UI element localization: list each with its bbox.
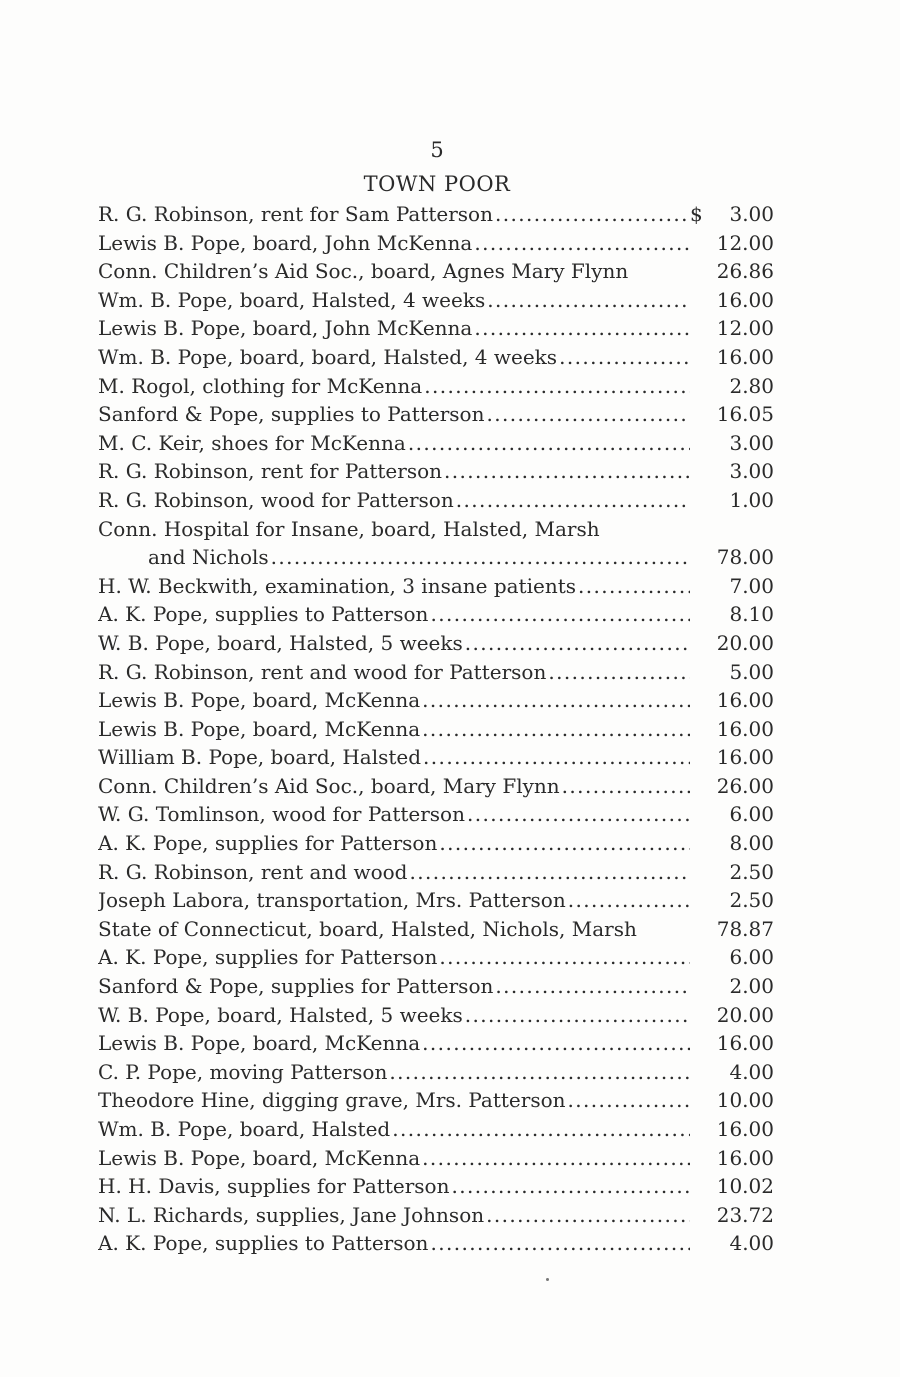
dot-leader xyxy=(428,1229,690,1258)
entry-amount: 16.00 xyxy=(716,688,774,713)
ledger-row xyxy=(98,1229,774,1258)
dot-leader xyxy=(387,1058,690,1087)
entry-description: Joseph Labora, transportation, Mrs. Patterson xyxy=(98,888,566,913)
ledger-row xyxy=(98,372,774,401)
dot-leader xyxy=(420,1029,690,1058)
entry-description: R. G. Robinson, wood for Patterson xyxy=(98,487,454,512)
ledger-row xyxy=(98,772,774,801)
entry-description: Sanford & Pope, supplies for Patterson xyxy=(98,974,494,999)
dot-leader xyxy=(420,715,690,744)
entry-description: Lewis B. Pope, board, McKenna xyxy=(98,1145,421,1170)
entry-amount: 3.00 xyxy=(729,459,774,484)
dot-leader xyxy=(420,1144,690,1173)
page-number: 5 xyxy=(430,138,444,162)
dot-leader xyxy=(269,543,690,572)
ledger-row xyxy=(98,515,774,544)
dot-leader xyxy=(442,457,690,486)
entry-description: Lewis B. Pope, board, McKenna xyxy=(98,716,421,741)
entry-description: A. K. Pope, supplies for Patterson xyxy=(98,831,438,856)
dot-leader xyxy=(422,372,690,401)
entry-description: A. K. Pope, supplies to Patterson xyxy=(98,602,429,627)
entry-amount: 2.00 xyxy=(729,974,774,999)
dot-leader xyxy=(390,1115,690,1144)
entry-description: H. W. Beckwith, examination, 3 insane patients xyxy=(98,573,577,598)
dot-leader xyxy=(484,400,690,429)
entry-amount: 7.00 xyxy=(729,573,774,598)
entry-amount: 1.00 xyxy=(729,487,774,512)
entry-description: N. L. Richards, supplies, Jane Johnson xyxy=(98,1202,485,1227)
dot-leader xyxy=(437,829,690,858)
ledger-row xyxy=(98,1172,774,1201)
entry-amount: 16.00 xyxy=(716,716,774,741)
dot-leader xyxy=(454,486,690,515)
ledger-row xyxy=(98,658,774,687)
ledger-row xyxy=(98,400,774,429)
entry-description: M. Rogol, clothing for McKenna xyxy=(98,373,423,398)
dot-leader xyxy=(472,229,690,258)
entry-amount: 12.00 xyxy=(716,316,774,341)
entry-description: W. B. Pope, board, Halsted, 5 weeks xyxy=(98,630,463,655)
entry-amount: 16.00 xyxy=(716,1145,774,1170)
ledger-row xyxy=(98,229,774,258)
ledger-row xyxy=(98,1115,774,1144)
dot-leader xyxy=(472,314,690,343)
ledger-row xyxy=(98,1086,774,1115)
dot-leader xyxy=(437,943,690,972)
entry-amount: 78.00 xyxy=(716,545,774,570)
section-title: TOWN POOR xyxy=(363,172,511,196)
entry-amount: 4.00 xyxy=(729,1231,774,1256)
entry-description: M. C. Keir, shoes for McKenna xyxy=(98,430,406,455)
entry-amount: 78.87 xyxy=(716,916,774,941)
entry-amount: 8.00 xyxy=(729,831,774,856)
entry-description: State of Connecticut, board, Halsted, Nichols, Marsh xyxy=(98,916,637,941)
ledger-row xyxy=(98,858,774,887)
entry-description: Conn. Children’s Aid Soc., board, Agnes Mary Flynn xyxy=(98,259,629,284)
entry-description: Conn. Children’s Aid Soc., board, Mary Flynn xyxy=(98,773,560,798)
ledger-row xyxy=(98,543,774,572)
entry-amount: 10.02 xyxy=(716,1174,774,1199)
ledger-row xyxy=(98,1029,774,1058)
entry-amount: 26.00 xyxy=(716,773,774,798)
dot-leader xyxy=(465,800,690,829)
dot-leader xyxy=(566,1086,691,1115)
currency-symbol: $ xyxy=(690,202,703,226)
ledger-row xyxy=(98,200,774,229)
dot-leader xyxy=(576,572,690,601)
entry-amount: 8.10 xyxy=(729,602,774,627)
entry-amount: 4.00 xyxy=(729,1059,774,1084)
entry-description: C. P. Pope, moving Patterson xyxy=(98,1059,388,1084)
ledger-row xyxy=(98,457,774,486)
ledger-row xyxy=(98,486,774,515)
ledger-row xyxy=(98,343,774,372)
entry-description: and Nichols xyxy=(148,545,269,570)
entry-amount: 16.00 xyxy=(716,287,774,312)
ledger-row xyxy=(98,1144,774,1173)
paper-speck xyxy=(546,1278,549,1281)
ledger-row xyxy=(98,1058,774,1087)
entry-amount: 16.05 xyxy=(716,402,774,427)
entry-amount: 16.00 xyxy=(716,1031,774,1056)
ledger-row xyxy=(98,257,774,286)
entry-description: R. G. Robinson, rent and wood xyxy=(98,859,408,884)
entry-amount: 16.00 xyxy=(716,745,774,770)
entry-amount: 2.50 xyxy=(729,859,774,884)
ledger-list xyxy=(98,200,774,1258)
entry-amount: 16.00 xyxy=(716,344,774,369)
entry-amount: 5.00 xyxy=(729,659,774,684)
dot-leader xyxy=(484,1201,690,1230)
ledger-row xyxy=(98,886,774,915)
dot-leader xyxy=(557,343,690,372)
ledger-row xyxy=(98,600,774,629)
entry-description: W. G. Tomlinson, wood for Patterson xyxy=(98,802,465,827)
ledger-row xyxy=(98,800,774,829)
entry-description: Conn. Hospital for Insane, board, Halsted, Marsh xyxy=(98,516,600,541)
entry-amount: 6.00 xyxy=(729,802,774,827)
entry-amount: 3.00 xyxy=(729,430,774,455)
entry-description: W. B. Pope, board, Halsted, 5 weeks xyxy=(98,1002,463,1027)
entry-description: R. G. Robinson, rent and wood for Patterson xyxy=(98,659,547,684)
ledger-row xyxy=(98,715,774,744)
entry-amount: 2.50 xyxy=(729,888,774,913)
ledger-row xyxy=(98,629,774,658)
entry-description: Lewis B. Pope, board, McKenna xyxy=(98,688,421,713)
dot-leader xyxy=(463,629,690,658)
dot-leader xyxy=(463,1001,690,1030)
dot-leader xyxy=(428,600,690,629)
ledger-row xyxy=(98,286,774,315)
ledger-row xyxy=(98,572,774,601)
dot-leader xyxy=(449,1172,690,1201)
entry-amount: 10.00 xyxy=(716,1088,774,1113)
entry-amount: 12.00 xyxy=(716,230,774,255)
entry-amount: 6.00 xyxy=(729,945,774,970)
entry-amount: 23.72 xyxy=(716,1202,774,1227)
dot-leader xyxy=(566,886,690,915)
entry-amount: 20.00 xyxy=(716,1002,774,1027)
dot-leader xyxy=(493,972,690,1001)
ledger-row xyxy=(98,314,774,343)
dot-leader xyxy=(485,286,690,315)
entry-description: H. H. Davis, supplies for Patterson xyxy=(98,1174,450,1199)
entry-description: A. K. Pope, supplies to Patterson xyxy=(98,1231,429,1256)
entry-amount: 26.86 xyxy=(716,259,774,284)
ledger-row xyxy=(98,915,774,944)
dot-leader xyxy=(560,772,690,801)
dot-leader xyxy=(420,686,690,715)
entry-amount: 2.80 xyxy=(729,373,774,398)
entry-description: Wm. B. Pope, board, board, Halsted, 4 weeks xyxy=(98,344,558,369)
entry-description: Wm. B. Pope, board, Halsted, 4 weeks xyxy=(98,287,486,312)
ledger-row xyxy=(98,429,774,458)
ledger-row xyxy=(98,829,774,858)
entry-amount: 16.00 xyxy=(716,1117,774,1141)
ledger-row xyxy=(98,686,774,715)
entry-description: Lewis B. Pope, board, McKenna xyxy=(98,1031,421,1056)
entry-description: R. G. Robinson, rent for Patterson xyxy=(98,459,443,484)
entry-description: Wm. B. Pope, board, Halsted xyxy=(98,1117,391,1141)
ledger-row xyxy=(98,943,774,972)
entry-description: Lewis B. Pope, board, John McKenna xyxy=(98,230,473,255)
entry-description: Lewis B. Pope, board, John McKenna xyxy=(98,316,473,341)
ledger-row xyxy=(98,1001,774,1030)
entry-description: Sanford & Pope, supplies to Patterson xyxy=(98,402,485,427)
entry-description: William B. Pope, board, Halsted xyxy=(98,745,422,770)
entry-amount: 20.00 xyxy=(716,630,774,655)
ledger-row xyxy=(98,743,774,772)
dot-leader xyxy=(493,200,690,229)
entry-description: Theodore Hine, digging grave, Mrs. Patterson xyxy=(98,1088,566,1113)
dot-leader xyxy=(546,658,690,687)
entry-description: R. G. Robinson, rent for Sam Patterson xyxy=(98,202,493,226)
entry-amount: 3.00 xyxy=(729,202,774,226)
dot-leader xyxy=(421,743,690,772)
entry-description: A. K. Pope, supplies for Patterson xyxy=(98,945,438,970)
dot-leader xyxy=(406,429,690,458)
ledger-row xyxy=(98,1201,774,1230)
dot-leader xyxy=(407,858,690,887)
ledger-row xyxy=(98,972,774,1001)
